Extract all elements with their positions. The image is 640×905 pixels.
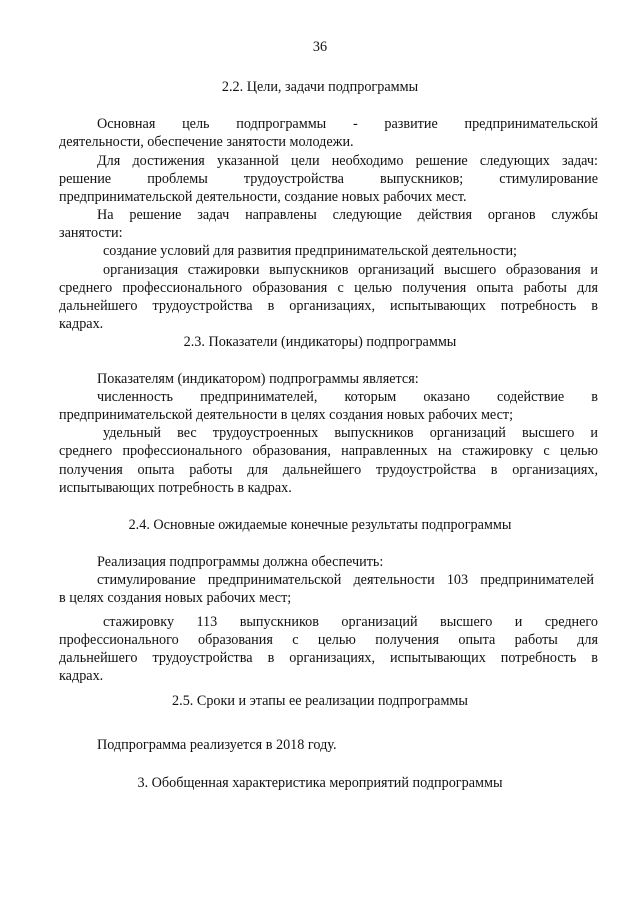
paragraph-line: испытывающих потребность в кадрах. [59, 480, 292, 496]
page-number: 36 [312, 39, 328, 55]
paragraph-line: Подпрограмма реализуется в 2018 году. [97, 737, 337, 753]
paragraph-line: Показателям (индикатором) подпрограммы является: [97, 371, 419, 387]
paragraph-line: среднего профессионального образования с целью получения опыта работы для [59, 280, 598, 296]
paragraph-line: численность предпринимателей, которым оказано содействие в [97, 389, 598, 405]
heading-2-4: 2.4. Основные ожидаемые конечные результаты подпрограммы [128, 517, 512, 533]
paragraph-line: в целях создания новых рабочих мест; [59, 590, 292, 606]
heading-3: 3. Обобщенная характеристика мероприятий подпрограммы [137, 775, 503, 791]
paragraph-line: Для достижения указанной цели необходимо решение следующих задач: [97, 153, 598, 169]
paragraph-line: решение проблемы трудоустройства выпускников; стимулирование [59, 171, 598, 187]
paragraph-line: предпринимательской деятельности в целях создания новых рабочих мест; [59, 407, 514, 423]
paragraph-line: Реализация подпрограммы должна обеспечить: [97, 554, 384, 570]
paragraph-line: дальнейшего трудоустройства в организациях, испытывающих потребность в [59, 298, 598, 314]
paragraph-line: Основная цель подпрограммы - развитие предпринимательской [97, 116, 598, 132]
heading-2-2: 2.2. Цели, задачи подпрограммы [221, 79, 419, 95]
paragraph-line: стажировку 113 выпускников организаций высшего и среднего [103, 614, 598, 630]
paragraph-line: занятости: [59, 225, 123, 241]
paragraph-line: удельный вес трудоустроенных выпускников организаций высшего и [103, 425, 598, 441]
paragraph-line: среднего профессионального образования, направленных на стажировку с целью [59, 443, 598, 459]
paragraph-line: стимулирование предпринимательской деятельности 103 предпринимателей [97, 572, 594, 588]
paragraph-line: деятельности, обеспечение занятости молодежи. [59, 134, 354, 150]
paragraph-line: получения опыта работы для дальнейшего трудоустройства в организациях, [59, 462, 598, 478]
paragraph-line: кадрах. [59, 668, 104, 684]
heading-2-3: 2.3. Показатели (индикаторы) подпрограммы [183, 334, 457, 350]
paragraph-line: организация стажировки выпускников организаций высшего образования и [103, 262, 598, 278]
paragraph-line: создание условий для развития предпринимательской деятельности; [103, 243, 517, 259]
paragraph-line: кадрах. [59, 316, 104, 332]
paragraph-line: предпринимательской деятельности, создание новых рабочих мест. [59, 189, 467, 205]
paragraph-line: профессионального образования с целью получения опыта работы для [59, 632, 598, 648]
paragraph-line: дальнейшего трудоустройства в организациях, испытывающих потребность в [59, 650, 598, 666]
paragraph-line: На решение задач направлены следующие действия органов службы [97, 207, 598, 223]
heading-2-5: 2.5. Сроки и этапы ее реализации подпрограммы [172, 693, 468, 709]
